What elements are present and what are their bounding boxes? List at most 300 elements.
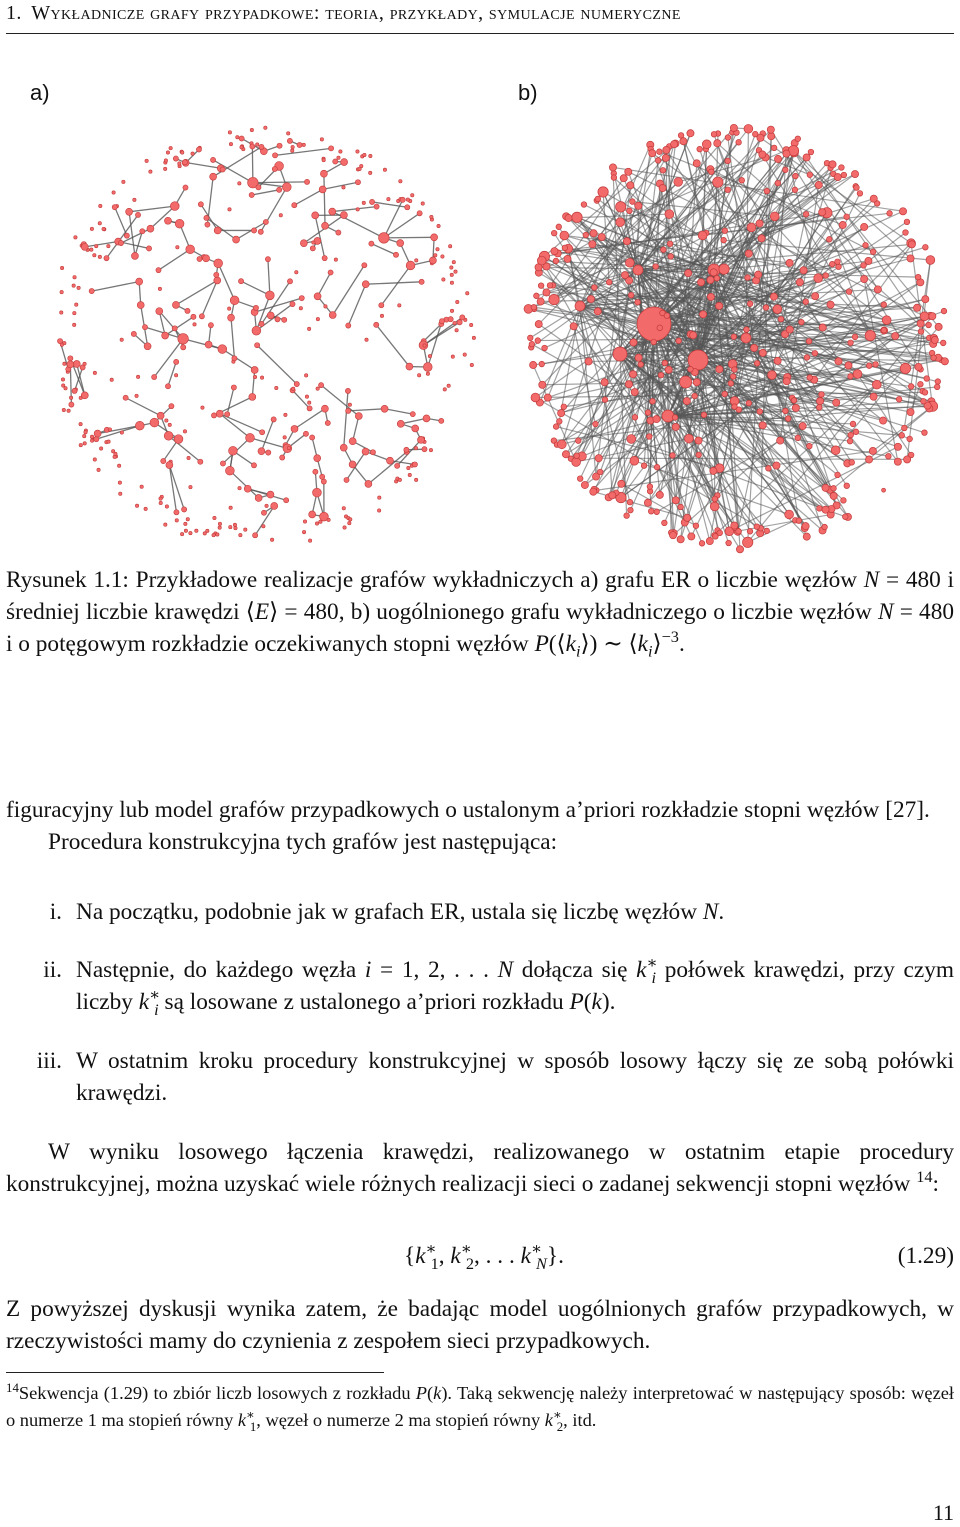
graph-node [783, 378, 790, 385]
generalized-graph-figure [518, 120, 954, 556]
graph-node [417, 436, 424, 443]
graph-node [120, 338, 123, 341]
graph-node [321, 479, 326, 484]
graph-node [661, 247, 667, 253]
graph-node [220, 167, 225, 172]
graph-node [261, 510, 266, 515]
graph-node [543, 289, 550, 296]
graph-node [799, 422, 806, 429]
graph-node [745, 275, 751, 281]
graph-node [150, 418, 159, 427]
graph-node [279, 214, 282, 217]
graph-node [342, 186, 345, 189]
graph-node [530, 361, 537, 368]
graph-node [651, 339, 657, 345]
graph-node [339, 150, 342, 153]
graph-node [926, 322, 932, 328]
graph-node [176, 246, 179, 249]
graph-node [344, 477, 349, 482]
graph-node [736, 546, 743, 553]
graph-node [638, 362, 644, 368]
graph-node [819, 209, 826, 216]
graph-node [692, 393, 698, 399]
graph-node [201, 406, 204, 409]
graph-node [865, 330, 875, 340]
graph-node [229, 525, 232, 528]
graph-edge [129, 206, 175, 212]
graph-node [259, 144, 264, 149]
graph-node [218, 526, 221, 529]
graph-node [460, 315, 465, 320]
graph-node [271, 417, 276, 422]
graph-edge [220, 414, 250, 438]
equation-number: (1.29) [897, 1243, 954, 1269]
graph-node [304, 374, 307, 377]
figure-caption: Rysunek 1.1: Przykładowe realizacje grafów wykładniczych a) grafu ER o liczbie węzłów N = 480 i średniej liczbie krawędzi ⟨E⟩ = 480, b) uogólnionego grafu wykładniczego o liczbie węzłów N = 480 i o potęgowym rozkładzie oczekiwanych stopni węzłów $P(⟨k_i⟩)$ ∼ $⟨k_i⟩^{-3}$. [6, 567, 954, 661]
graph-node [398, 304, 401, 307]
graph-node [814, 274, 823, 283]
graph-node [709, 169, 715, 175]
graph-node [683, 397, 690, 404]
graph-node [722, 228, 728, 234]
graph-node [844, 483, 850, 489]
graph-node [441, 255, 444, 258]
graph-node [767, 126, 774, 133]
graph-node [262, 524, 265, 527]
graph-node [178, 162, 181, 165]
graph-node [263, 219, 268, 224]
graph-node [759, 151, 766, 158]
graph-node [112, 191, 115, 194]
graph-node [766, 466, 772, 472]
graph-edge [366, 282, 422, 284]
graph-node [429, 448, 432, 451]
graph-node [887, 211, 893, 217]
graph-node [931, 355, 937, 361]
graph-node [189, 485, 192, 488]
graph-node [213, 516, 216, 519]
graph-node [625, 258, 634, 267]
graph-node [439, 319, 444, 324]
graph-node [572, 458, 581, 467]
graph-node [216, 533, 219, 536]
graph-node [316, 387, 319, 390]
graph-node [822, 524, 828, 530]
graph-node [796, 518, 802, 524]
graph-node [135, 394, 138, 397]
graph-node [668, 254, 674, 260]
graph-node [924, 376, 930, 382]
graph-edge [213, 147, 261, 177]
graph-node [663, 146, 670, 153]
graph-node [881, 327, 887, 333]
graph-node [882, 488, 886, 492]
graph-node [763, 305, 769, 311]
graph-node [659, 184, 666, 191]
graph-node [722, 391, 728, 397]
graph-node [206, 529, 209, 532]
graph-node [774, 357, 781, 364]
graph-node [881, 302, 887, 308]
graph-node [826, 237, 832, 243]
graph-node [847, 438, 853, 444]
graph-node [731, 522, 738, 529]
graph-edge [344, 391, 348, 448]
graph-node [759, 349, 766, 356]
graph-node [345, 388, 350, 393]
graph-node [637, 307, 671, 341]
graph-edge [401, 418, 427, 423]
graph-node [313, 488, 322, 497]
graph-node [412, 425, 419, 432]
graph-node [739, 178, 745, 184]
graph-node [93, 458, 96, 461]
graph-node [827, 301, 834, 308]
graph-edge [169, 465, 184, 509]
graph-node [272, 153, 277, 158]
graph-node [899, 208, 906, 215]
graph-edge [385, 409, 413, 414]
graph-node [253, 533, 258, 538]
graph-node [870, 249, 876, 255]
graph-node [786, 259, 793, 266]
graph-node [400, 197, 405, 202]
graph-edge [384, 237, 434, 238]
graph-node [662, 360, 668, 366]
graph-node [575, 301, 585, 311]
graph-node [346, 408, 351, 413]
graph-node [914, 304, 921, 311]
graph-node [108, 428, 111, 431]
graph-node [140, 229, 145, 234]
graph-node [374, 204, 379, 209]
graph-node [227, 307, 230, 310]
graph-node [64, 387, 67, 390]
edge-group [528, 128, 944, 549]
graph-node [205, 222, 210, 227]
graph-node [590, 488, 597, 495]
graph-edge [185, 162, 221, 168]
graph-edge [169, 465, 176, 512]
graph-node [606, 279, 612, 285]
graph-node [743, 537, 753, 547]
graph-node [236, 136, 239, 139]
graph-node [67, 409, 70, 412]
graph-node [322, 256, 327, 261]
graph-node [839, 165, 845, 171]
graph-node [439, 418, 444, 423]
graph-node [685, 270, 692, 277]
graph-node [710, 269, 717, 276]
graph-node [693, 160, 700, 167]
graph-edge [295, 409, 325, 429]
graph-node [803, 299, 809, 305]
graph-node [356, 208, 359, 211]
graph-node [149, 170, 152, 173]
graph-node [693, 523, 699, 529]
graph-node [77, 286, 80, 289]
graph-node [81, 243, 88, 250]
graph-node [67, 361, 74, 368]
node-group [57, 126, 475, 542]
graph-node [657, 325, 663, 331]
graph-node [755, 271, 762, 278]
graph-node [79, 422, 82, 425]
graph-node [302, 143, 305, 146]
graph-edge [293, 390, 310, 408]
graph-node [685, 434, 694, 443]
graph-node [538, 283, 544, 289]
graph-node [730, 124, 737, 131]
graph-node [104, 256, 109, 261]
graph-node [904, 456, 911, 463]
graph-node [282, 183, 291, 192]
graph-node [844, 214, 850, 220]
graph-node [806, 338, 812, 344]
graph-node [365, 480, 372, 487]
graph-node [921, 398, 927, 404]
graph-node [899, 433, 905, 439]
graph-node [187, 456, 190, 459]
graph-node [457, 320, 462, 325]
graph-node [218, 522, 221, 525]
graph-node [846, 289, 852, 295]
graph-node [239, 136, 244, 141]
graph-node [609, 164, 616, 171]
graph-node [793, 173, 799, 179]
graph-node [378, 496, 381, 499]
graph-node [754, 360, 760, 366]
graph-node [764, 188, 770, 194]
graph-node [220, 461, 225, 466]
graph-node [904, 219, 910, 225]
graph-node [616, 218, 625, 227]
graph-node [93, 254, 96, 257]
graph-node [746, 400, 752, 406]
graph-node [725, 135, 731, 141]
graph-node [570, 323, 577, 330]
graph-node [869, 447, 876, 454]
graph-node [229, 142, 232, 145]
graph-node [225, 466, 234, 475]
graph-node [549, 294, 559, 304]
graph-node [60, 290, 63, 293]
graph-node [358, 167, 361, 170]
running-header [6, 2, 954, 32]
graph-node [725, 187, 731, 193]
graph-node [674, 178, 683, 187]
graph-node [264, 126, 267, 129]
graph-node [415, 259, 418, 262]
graph-node [716, 302, 723, 309]
graph-node [664, 313, 670, 319]
graph-node [397, 240, 404, 247]
graph-node [135, 504, 138, 507]
graph-node [98, 255, 101, 258]
graph-node [602, 397, 608, 403]
graph-edge [253, 182, 307, 183]
graph-node [531, 304, 537, 310]
graph-node [380, 314, 383, 317]
graph-node [539, 361, 545, 367]
chapter-title: Wykładnicze grafy przypadkowe: teoria, przykłady, symulacje numeryczne [31, 2, 681, 24]
graph-node [834, 174, 841, 181]
graph-node [414, 446, 417, 449]
graph-node [60, 266, 63, 269]
graph-node [398, 478, 401, 481]
graph-node [307, 327, 310, 330]
graph-node [410, 412, 415, 417]
graph-node [656, 491, 663, 498]
graph-node [835, 472, 841, 478]
graph-node [918, 329, 924, 335]
graph-node [915, 363, 922, 370]
graph-node [713, 177, 723, 187]
graph-edge [230, 471, 259, 498]
panel-label-a: a) [30, 80, 50, 105]
graph-node [214, 227, 221, 234]
graph-node [802, 523, 809, 530]
graph-node [730, 374, 736, 380]
procedure-intro: Procedura konstrukcyjna tych grafów jest następująca: [48, 829, 558, 855]
graph-node [406, 363, 413, 370]
graph-node [450, 273, 453, 276]
graph-node [265, 257, 270, 262]
graph-node [628, 292, 634, 298]
graph-node [861, 275, 868, 282]
graph-node [118, 240, 123, 245]
graph-node [553, 424, 559, 430]
graph-node [655, 158, 661, 164]
graph-node [625, 381, 632, 388]
graph-node [229, 446, 238, 455]
graph-node [165, 505, 168, 508]
graph-node [807, 443, 813, 449]
graph-node [719, 264, 729, 274]
graph-node [291, 425, 298, 432]
graph-node [164, 523, 167, 526]
graph-node [60, 311, 63, 314]
graph-node [175, 219, 184, 228]
graph-node [941, 358, 948, 365]
graph-node [355, 413, 362, 420]
graph-node [918, 381, 924, 387]
graph-node [627, 182, 634, 189]
graph-node [191, 314, 196, 319]
graph-node [131, 252, 138, 259]
graph-node [230, 296, 239, 305]
graph-node [812, 350, 818, 356]
graph-node [255, 494, 262, 501]
graph-node [757, 409, 763, 415]
graph-node [941, 308, 947, 314]
graph-node [178, 334, 189, 345]
graph-node [291, 387, 294, 390]
graph-node [466, 292, 469, 295]
graph-node [238, 486, 241, 489]
graph-node [370, 450, 375, 455]
graph-node [453, 321, 456, 324]
graph-node [175, 519, 178, 522]
graph-node [329, 312, 336, 319]
graph-edge [376, 325, 409, 367]
graph-node [535, 338, 541, 344]
graph-node [189, 531, 192, 534]
graph-edge [222, 349, 254, 370]
graph-node [463, 353, 466, 356]
graph-edge [150, 206, 174, 229]
graph-node [853, 370, 862, 379]
graph-node [320, 474, 325, 479]
graph-node [423, 344, 426, 347]
graph-node [62, 408, 65, 411]
footnote: $^{14}$Sekwencja (1.29) to zbiór liczb losowych z rozkładu P(k). Taką sekwencję należy interpretować w następujący sposób: węzeł o numerze 1 ma stopień równy $k^∗_1$, węzeł o numerze 2 ma stopień równy $k^∗_2$, itd. [6, 1380, 954, 1434]
graph-edge [169, 436, 201, 462]
graph-node [803, 211, 809, 217]
graph-node [747, 301, 753, 307]
graph-node [581, 202, 587, 208]
graph-node [849, 460, 855, 466]
graph-node [374, 322, 379, 327]
graph-node [829, 261, 835, 267]
graph-node [119, 492, 122, 495]
graph-node [940, 340, 946, 346]
graph-node [362, 263, 367, 268]
graph-node [314, 455, 321, 462]
graph-node [807, 172, 813, 178]
graph-node [903, 230, 909, 236]
header-rule [6, 33, 954, 34]
graph-node [417, 211, 422, 216]
graph-node [886, 453, 892, 459]
graph-node [399, 179, 402, 182]
graph-node [234, 526, 237, 529]
graph-node [672, 415, 678, 421]
graph-node [310, 435, 315, 440]
graph-edge [129, 212, 135, 256]
graph-node [186, 518, 189, 521]
graph-edge [154, 339, 183, 377]
graph-node [310, 246, 315, 251]
graph-node [672, 423, 679, 430]
graph-node [917, 320, 924, 327]
graph-node [193, 323, 196, 326]
graph-node [322, 158, 325, 161]
graph-node [851, 170, 858, 177]
graph-node [598, 187, 608, 197]
graph-node [379, 303, 384, 308]
graph-edge [250, 438, 287, 448]
graph-node [658, 372, 664, 378]
graph-node [255, 343, 260, 348]
graph-node [94, 244, 97, 247]
graph-edge [115, 207, 127, 235]
graph-node [804, 355, 810, 361]
graph-node [452, 260, 455, 263]
graph-node [667, 241, 673, 247]
graph-node [186, 245, 195, 254]
graph-node [714, 275, 720, 281]
graph-node [381, 405, 388, 412]
graph-node [777, 437, 784, 444]
graph-node [751, 344, 758, 351]
graph-node [156, 268, 161, 273]
graph-node [147, 225, 154, 232]
graph-node [609, 492, 616, 499]
graph-node [369, 199, 374, 204]
graph-node [362, 201, 365, 204]
graph-node [835, 358, 842, 365]
